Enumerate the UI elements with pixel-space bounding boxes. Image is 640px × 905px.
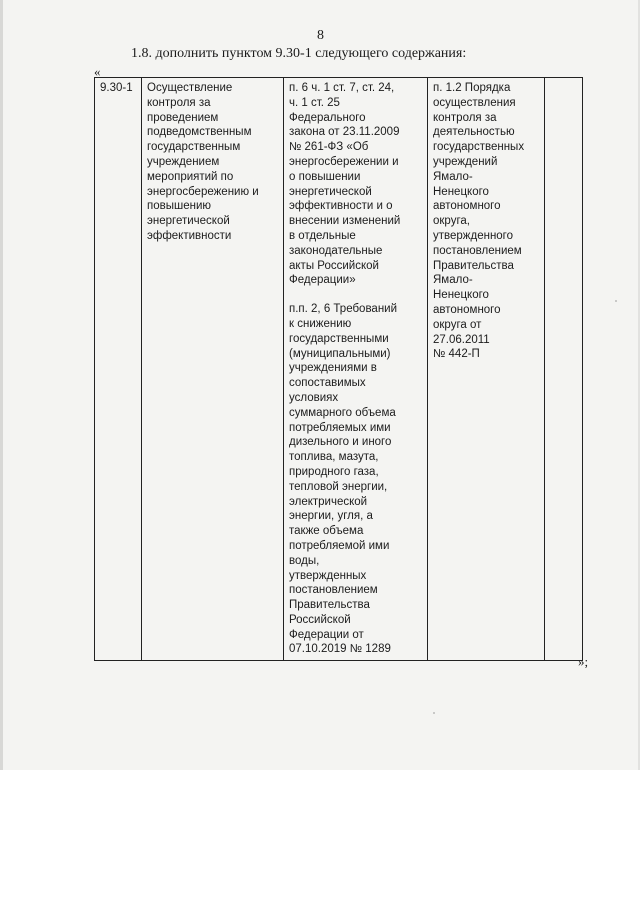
regional-act-cell (428, 78, 545, 661)
empty-cell (545, 78, 583, 661)
item-number-cell (95, 78, 142, 661)
item-description: Осуществление контроля за проведением подведомственным государственным учреждением мероприятий по энергосбережению и повышению энергетической эффективности (147, 82, 259, 242)
legal-basis-cell (284, 78, 428, 661)
regional-act-text: п. 1.2 Порядка осуществления контроля за деятельностью государственных учреждений Ямало- Ненецкого автономного округа, утвержденного постановлением Правительства Ямало- Ненецкого автономного округа от 27.06.2011 № 442-П (433, 82, 525, 361)
table-row (95, 78, 583, 661)
item-number: 9.30-1 (100, 82, 133, 94)
legal-basis-federal-law: п. 6 ч. 1 ст. 7, ст. 24, ч. 1 ст. 25 Федерального закона от 23.11.2009 № 261-ФЗ «Об энергосбережении и о повышении энергетической эффективности и о внесении изменений в отдельные законодательные акты Российской Федерации» (289, 82, 401, 287)
description-cell (142, 78, 284, 661)
amendment-intro: 1.8. дополнить пунктом 9.30-1 следующего содержания: (131, 46, 467, 61)
closing-quote: »; (578, 654, 589, 669)
amendment-table (94, 77, 583, 661)
legal-basis-requirements: п.п. 2, 6 Требований к снижению государственными (муниципальными) учреждениями в сопоставимых условиях суммарного объема потребляемых ими дизельного и иного топлива, мазута, природного газа, тепловой энергии, электрической энергии, угля, а также объема потребляемой ими воды, утвержденных постановлением Правительства Российской Федерации от 07.10.2019 № 1289 (289, 303, 398, 656)
page-number: 8 (317, 28, 324, 43)
scan-speck (433, 712, 435, 714)
scan-speck (615, 300, 617, 302)
opening-quote: « (94, 64, 101, 79)
